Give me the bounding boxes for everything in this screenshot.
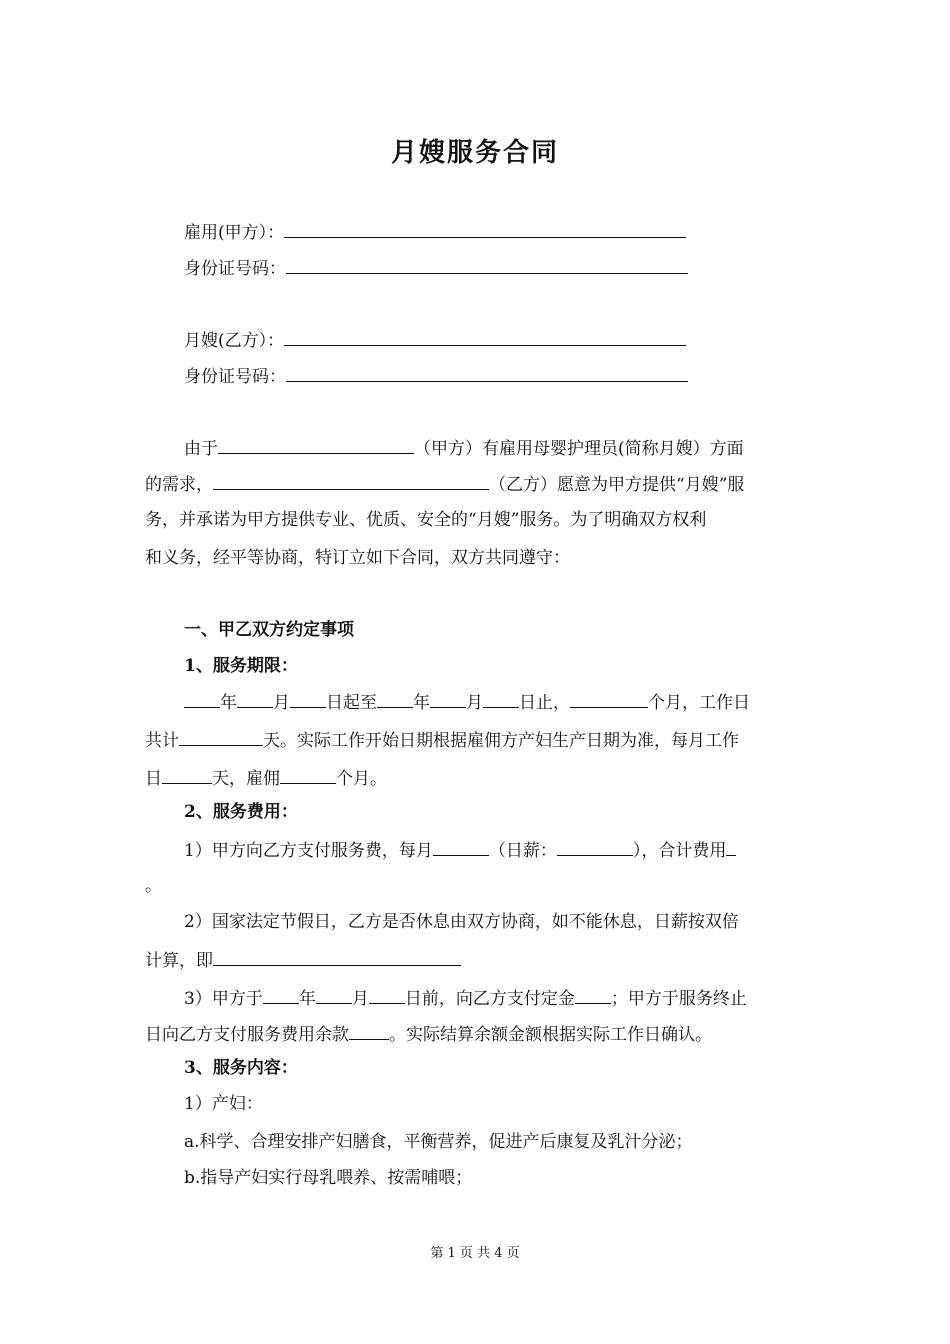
party-b-id-blank[interactable] <box>286 362 688 382</box>
term-line-1: 年 月 日起至 年 月 日止， 个月，工作日 <box>184 688 750 715</box>
fee-line-2-cont: 计算，即 <box>145 946 461 973</box>
preamble-blank-b[interactable] <box>213 470 489 490</box>
fee-line-2: 2）国家法定节假日，乙方是否休息由双方协商，如不能休息，日薪按双倍 <box>184 912 739 932</box>
party-a-id-label: 身份证号码： <box>184 259 286 279</box>
party-a-id-field <box>184 254 688 281</box>
party-a-field <box>184 218 686 245</box>
party-a-id-blank[interactable] <box>286 254 688 274</box>
party-b-id-label: 身份证号码： <box>184 367 286 387</box>
party-b-field <box>184 326 686 353</box>
party-b-blank[interactable] <box>284 326 686 346</box>
preamble-blank-a[interactable] <box>218 434 414 454</box>
term-line-3: 日 天，雇佣 个月。 <box>145 764 387 791</box>
content-item-b: b.指导产妇实行母乳喂养、按需哺喂； <box>184 1168 473 1188</box>
content-heading: 3、服务内容： <box>184 1058 298 1078</box>
document-title: 月嫂服务合同 <box>390 138 559 168</box>
fee-line-3-cont: 日向乙方支付服务费用余款 。实际结算余额金额根据实际工作日确认。 <box>145 1020 712 1047</box>
fee-line-3: 3）甲方于 年 月 日前，向乙方支付定金 ；甲方于服务终止 <box>184 984 747 1011</box>
party-a-label: 雇用(甲方）： <box>184 223 285 243</box>
party-b-label: 月嫂(乙方）： <box>184 331 285 351</box>
fee-heading: 2、服务费用： <box>184 802 298 822</box>
party-b-id-field <box>184 362 688 389</box>
page-footer: 第 1 页 共 4 页 <box>430 1246 520 1261</box>
fee-line-1-end: 。 <box>145 876 162 896</box>
section-heading: 一、甲乙双方约定事项 <box>184 620 354 640</box>
preamble-line-3: 务，并承诺为甲方提供专业、优质、安全的“月嫂”服务。为了明确双方权利 <box>145 510 707 530</box>
fee-line-1: 1）甲方向乙方支付服务费，每月 （日薪： ），合计费用 <box>184 836 736 863</box>
term-heading: 1、服务期限： <box>184 656 298 676</box>
party-a-blank[interactable] <box>284 218 686 238</box>
preamble-line-2: 的需求， （乙方）愿意为甲方提供“月嫂”服 <box>145 470 744 497</box>
preamble-line-4: 和义务，经平等协商，特订立如下合同，双方共同遵守： <box>145 548 570 568</box>
term-line-2: 共计 天。实际工作开始日期根据雇佣方产妇生产日期为准，每月工作 <box>145 726 739 753</box>
content-sub: 1）产妇： <box>184 1094 263 1114</box>
content-item-a: a.科学、合理安排产妇膳食，平衡营养，促进产后康复及乳汁分泌； <box>184 1132 693 1152</box>
preamble-line-1: 由于 （甲方）有雇用母婴护理员(简称月嫂）方面 <box>184 434 744 461</box>
